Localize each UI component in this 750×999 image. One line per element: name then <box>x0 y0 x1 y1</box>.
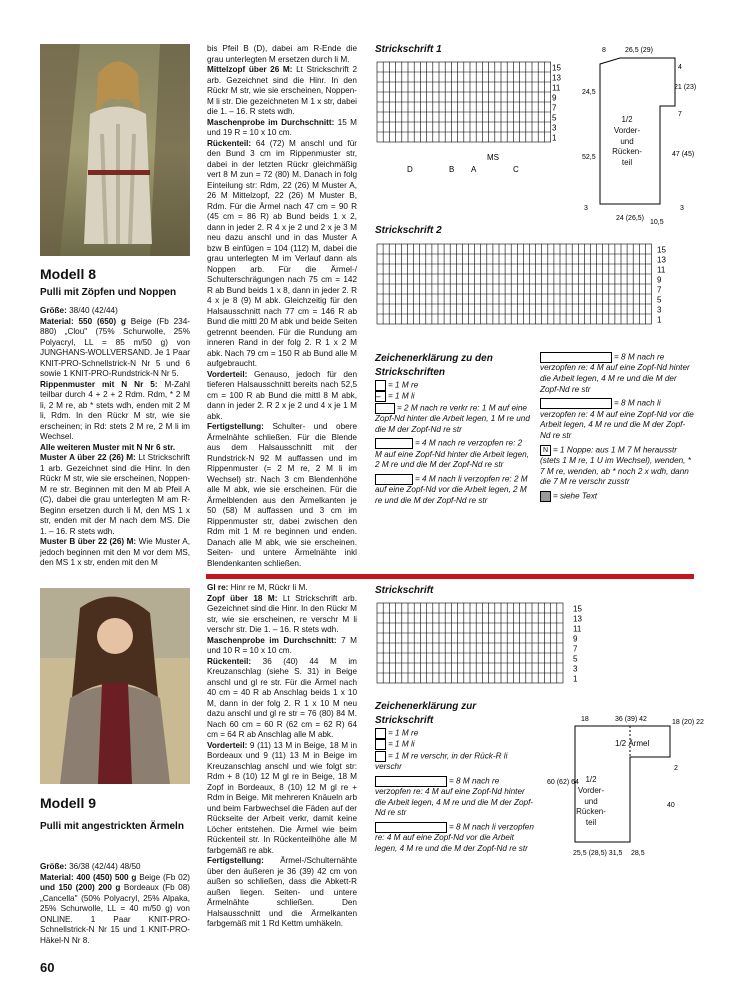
para: Rückenteil: 64 (72) M anschl und für den Bund 3 cm im Rippenmuster str, dabei in der letzten Rückr gleichmäßig vert 8 M zun = 72 (80) M. Danach in folg Einteilung str: Rdm, 22 (26) M Muster A, 26 M Mittelzopf, 22 (26) M Muster B, Rdm. Für die Ärmel nach 47 cm = 90 R (45 cm = 86 R) ab Bund beids 1 x 2, dann in jeder 2. R 4 x je 2 und 2 x je 3 M neu dazu anschl und in das Muster A bzw B einfügen = 104 (112) M, dabei die grau unterlegten M im Verlauf dann als Noppen arb. Für die Ärmel-/ Schulterschrägungen nach 75 cm = 142 R ab Bund beids 1 x 8, dann in jeder 2. R 4 x je 8 (9) M abk. Gleichzeitig für den Halsausschnitt nach 77 cm = 146 R ab Bund die mittl 20 M abk und beide Seiten getrennt beenden. Für die Rundung am inneren Rand in der folg 2. R 1 x 2 M abk. Nach 79 cm = 150 R ab Bund alle M aufgebraucht. <box>207 138 357 368</box>
para: Fertigstellung: Schulter- und obere Ärmelnähte schließen. Für die Blende aus dem Halsausschnitt mit der Rundstrick-N 92 M auffassen und im Rippenmuster (= 2 M re, 2 M li im Wechsel) str. Nach 3 cm Blendenhöhe alle M abk, wie sie erscheinen. Für die Ärmelblenden aus den Ärmelkanten je 50 (58) M auffassen und 3 cm im Rippenmuster str, dabei zwischen den Rdm mit 1 M re beginnen und enden. Danach alle M abk, wie sie erscheinen. Seiten- und untere Ärmelnähte inkl Blendenkanten schließen. <box>207 422 357 568</box>
row-number: 3 <box>552 123 557 133</box>
model9-subtitle: Pulli mit angestrickten Ärmeln <box>40 821 184 832</box>
cable8l-symbol <box>540 398 612 409</box>
para: Gl re: Hinr re M, Rückr li M. <box>207 583 308 592</box>
row-number: 1 <box>552 133 557 143</box>
row-number: 1 <box>573 674 578 684</box>
arrow-label: C <box>513 165 519 174</box>
purl-symbol: – <box>375 391 386 402</box>
para: Größe: 36/38 (42/44) 48/50 <box>40 862 141 871</box>
legend8-title: Zeichenerklärung zu den Strickschriften <box>375 353 493 378</box>
bobble-symbol: N <box>540 445 551 456</box>
dim: 40 <box>667 802 675 809</box>
arrow-label: A <box>471 165 477 174</box>
legend9-title: Zeichenerklärung zur Strickschrift <box>375 701 477 726</box>
knit-symbol <box>375 728 386 739</box>
dim: 3 <box>584 205 588 212</box>
chart2-title: Strickschrift 2 <box>375 225 442 236</box>
para: Mittelzopf über 26 M: Lt Strickschrift 2 arb. Gezeichnet sind die Hinr. In den Rückr M str, wie sie erscheinen, Noppen-M li str. Die gezeichneten M 1 x str, dabei die 1. – 16. R stets wdh. <box>207 65 357 116</box>
chart1-grid <box>375 60 575 175</box>
model8-photo-image <box>40 44 190 256</box>
para: Vorderteil: Genauso, jedoch für den tieferen Halsausschnitt bereits nach 52,5 cm = 100 R ab Bund die mittl 8 M abk, dann in jeder 2. R 2 x je 2 und 4 x je 1 M abk. <box>207 369 357 421</box>
model9-photo <box>40 588 190 784</box>
para: Maschenprobe im Durchschnitt: 15 M und 19 R = 10 x 10 cm. <box>207 117 357 137</box>
dim: 2 <box>674 765 678 772</box>
para: Zopf über 18 M: Lt Strickschrift arb. Gezeichnet sind die Hinr. In den Rückr M str, wie sie erscheinen, re verschr M li verschr str. Die 1. – 16. R stets wdh. <box>207 593 357 634</box>
model8-photo <box>40 44 190 256</box>
dim: 36 (39) 42 <box>615 716 647 723</box>
para: Fertigstellung: Ärmel-/Schulternähte über den äußeren je 36 (39) 42 cm von außen so schließen, dass die Abkett-R außen liegen. Seiten- und untere Ärmelnähte schließen. Den Halsausschnitt und die Ärmelkanten farbgemäß mit 1 Rd Kettm umhäkeln. <box>207 856 357 928</box>
dim: 18 <box>581 716 589 723</box>
para: Maschenprobe im Durchschnitt: 7 M und 10 R = 10 x 10 cm. <box>207 635 357 655</box>
para: Rippenmuster mit N Nr 5: M-Zahl teilbar durch 4 + 2 + 2 Rdm. Rdm, * 2 M li, 2 M re, ab * stets wdh, enden mit 2 M li, Rdm. In den Rückr M str, wie sie erscheinen; in Rd: stets 2 M re, 2 M li im Wechsel. <box>40 379 191 441</box>
legend-item: = 1 M re verschr, in der Rück-R li verschr <box>375 751 508 771</box>
row-number: 13 <box>573 614 582 624</box>
section-divider <box>206 574 694 579</box>
model8-subtitle: Pulli mit Zöpfen und Noppen <box>40 287 177 298</box>
shaded-symbol <box>540 491 551 502</box>
model9-photo-image <box>40 588 190 784</box>
dim: 8 <box>602 47 606 54</box>
legend-item: = 1 M re <box>375 380 530 391</box>
model9-text-col2 <box>207 583 357 930</box>
model8-text-col1 <box>40 306 190 569</box>
row-number: 9 <box>552 93 557 103</box>
dim: 10,5 <box>650 219 664 226</box>
row-number: 13 <box>657 255 666 265</box>
knit-symbol <box>375 380 386 391</box>
cable4l-symbol <box>375 474 413 485</box>
model9-text-col1 <box>40 862 190 946</box>
legend-item: = 8 M nach li verzopfen re: 4 M auf eine Zopf-Nd vor die Arbeit legen, 4 M re und die M der Zopf-Nd re str <box>375 822 534 853</box>
legend8-left <box>375 380 530 507</box>
row-number: 7 <box>657 285 662 295</box>
legend9 <box>375 728 535 855</box>
dim: 24 (26,5) <box>616 215 645 222</box>
para: bis Pfeil B (D), dabei am R-Ende die grau unterlegten M ersetzen durch li M. <box>207 44 357 64</box>
row-number: 3 <box>573 664 578 674</box>
row-number: 3 <box>657 305 662 315</box>
row-number: 7 <box>552 103 557 113</box>
row-number: 9 <box>657 275 662 285</box>
para: Vorderteil: 9 (11) 13 M in Beige, 18 M in Bordeaux und 9 (11) 13 M in Beige im Kreuzanschlag anschl und wie folgt str: Rdm + 8 (10) 12 M gl re in Beige, 18 M Zopf in Bordeaux, 8 (10) 12 M gl re + Rdm in Beige. Mit mehreren Knäueln arb und beim Farbwechsel die Fäden auf der Rückseite der Arbeit verkr, damit keine Löcher entstehen. Die Ärmel wie beim Rückenteil str. In Rückenteilhöhe alle M farbgemäß re abk. <box>207 740 357 855</box>
dim: 18 (20) 22 <box>672 719 704 726</box>
row-number: 7 <box>573 644 578 654</box>
twisted-symbol <box>375 751 386 762</box>
arrow-label: B <box>449 165 455 174</box>
model8-schematic-label: 1/2 Vorder- und Rücken- teil <box>612 115 642 168</box>
dim: 24,5 <box>582 89 596 96</box>
cable4r-symbol <box>375 438 413 449</box>
row-number: 5 <box>657 295 662 305</box>
legend-item: = 2 M nach re verkr re: 1 M auf eine Zopf-Nd hinter die Arbeit legen, 1 M re und die M der Zopf-Nd re str <box>375 403 530 434</box>
legend-item: = 8 M nach re verzopfen re: 4 M auf eine Zopf-Nd hinter die Arbeit legen, 4 M re und die M der Zopf-Nd re str <box>375 776 534 818</box>
legend-item: – = 1 M li <box>376 392 415 402</box>
sleeve-label: 1/2 Ärmel <box>615 739 650 748</box>
dim: 25,5 (28,5) 31,5 <box>573 850 623 857</box>
para: Größe: 38/40 (42/44) <box>40 306 118 315</box>
legend-item: = siehe Text <box>540 491 695 502</box>
dim: 60 (62) 64 <box>547 779 579 786</box>
cable8l-symbol <box>375 822 447 833</box>
row-number: 9 <box>573 634 578 644</box>
dim: 4 <box>678 64 682 71</box>
chart3-grid <box>375 601 595 689</box>
row-number: 13 <box>552 73 561 83</box>
row-number: 1 <box>657 315 662 325</box>
page-number: 60 <box>40 960 55 975</box>
legend8-right <box>540 352 695 502</box>
legend-item: = 8 M nach li verzopfen re: 4 M auf eine Zopf-Nd vor die Arbeit legen, 4 M re und die M der Zopf-Nd re str <box>540 398 694 440</box>
legend-item: = 4 M nach re verzopfen re: 2 M auf eine Zopf-Nd hinter die Arbeit legen, 2 M re und die M der Zopf-Nd re str <box>375 438 529 470</box>
chart1-title: Strickschrift 1 <box>375 44 442 55</box>
purl-symbol <box>375 739 386 750</box>
legend-item: = 8 M nach re verzopfen re: 4 M auf eine Zopf-Nd hinter die Arbeit legen, 4 M re und die M der Zopf-Nd re str <box>540 352 690 394</box>
legend-item: = 1 M re <box>375 728 535 739</box>
model8-text-col2 <box>207 44 357 569</box>
dim: 28,5 <box>631 850 645 857</box>
row-number: 5 <box>552 113 557 123</box>
cable8r-symbol <box>540 352 612 363</box>
legend-item: N = 1 Noppe: aus 1 M 7 M herausstr (stets 1 M re, 1 U im Wechsel), wenden, * 7 M re, wenden, ab * noch 2 x wdh, dann die 7 M re verschr zusstr <box>540 445 691 487</box>
dim: 47 (45) <box>672 151 695 158</box>
chart3-title: Strickschrift <box>375 585 434 596</box>
para: Rückenteil: 36 (40) 44 M im Kreuzanschlag (siehe S. 31) in Beige anschl und gl re str. Für die Ärmel nach 40 cm = 40 R ab Anschlag beids 1 x 10 M, dann in der folg 2. R 1 x 10 M neu dazu anschl und gl re str = 76 (80) 84 M. Nach 60 cm = 60 R (62 cm = 62 R) 64 cm = 64 R ab Anschlag alle M abk. <box>207 656 357 739</box>
row-number: 11 <box>552 83 561 93</box>
legend-item: = 1 M li <box>375 739 535 750</box>
para: Muster B über 22 (26) M: Wie Muster A, jedoch beginnen mit den M vor dem MS, den MS 1 x str, enden mit den M <box>40 537 190 567</box>
model8-title: Modell 8 <box>40 266 97 282</box>
row-number: 15 <box>657 245 666 255</box>
cable8r-symbol <box>375 776 447 787</box>
chart2-grid <box>375 242 675 330</box>
dim: 7 <box>678 111 682 118</box>
para: Material: 550 (650) g Beige (Fb 234-880) „Clou" (75% Schurwolle, 25% Polyacryl, LL = 85 m/50 g) von JUNGHANS-WOLLVERSAND. Je 1 Paar KNIT-PRO-Schnellstrick-N Nr 5 und 6 sowie 1 KNIT-PRO-Rundstrick-N Nr 5. <box>40 316 190 378</box>
arrow-label: D <box>407 165 413 174</box>
row-number: 15 <box>552 63 561 73</box>
model9-schematic-label: 1/2 Vorder- und Rücken- teil <box>576 775 606 828</box>
cross2-symbol <box>375 403 395 414</box>
para: Material: 400 (450) 500 g Beige (Fb 02) und 150 (200) 200 g Bordeaux (Fb 08) „Cancella" (50% Polyacryl, 25% Alpaka, 25% Schurwolle, LL = 40 m/50 g) von ONLINE. 1 Paar KNIT-PRO-Schnellstrick-N Nr 15 und 1 KNIT-PRO-Häkel-N Nr 8. <box>40 872 190 945</box>
legend-item: = 4 M nach li verzopfen re: 2 M auf eine Zopf-Nd vor die Arbeit legen, 2 M re und die M der Zopf-Nd re str <box>375 474 528 505</box>
para: Alle weiteren Muster mit N Nr 6 str. <box>40 442 176 452</box>
dim: 26,5 (29) <box>625 47 654 54</box>
row-number: 5 <box>573 654 578 664</box>
row-number: 15 <box>573 604 582 614</box>
dim: 52,5 <box>582 154 596 161</box>
para: Muster A über 22 (26) M: Lt Strickschrift 1 arb. Gezeichnet sind die Hinr. In den Rückr M str, wie sie erscheinen, Noppen-M re str. Beginnen mit den M ab Pfeil A (C), dabei die grau unterlegten M am R-Beginn ersetzen durch li M, den MS 1 x str, enden mit der M nach dem MS. Die 1. – 16. R stets wdh. <box>40 453 190 536</box>
row-number: 11 <box>573 624 582 634</box>
dim: 3 <box>680 205 684 212</box>
model9-title: Modell 9 <box>40 795 97 811</box>
ms-label: MS <box>487 153 499 162</box>
dim: 21 (23) <box>674 84 697 91</box>
row-number: 11 <box>657 265 666 275</box>
model9-schematic <box>545 712 704 862</box>
